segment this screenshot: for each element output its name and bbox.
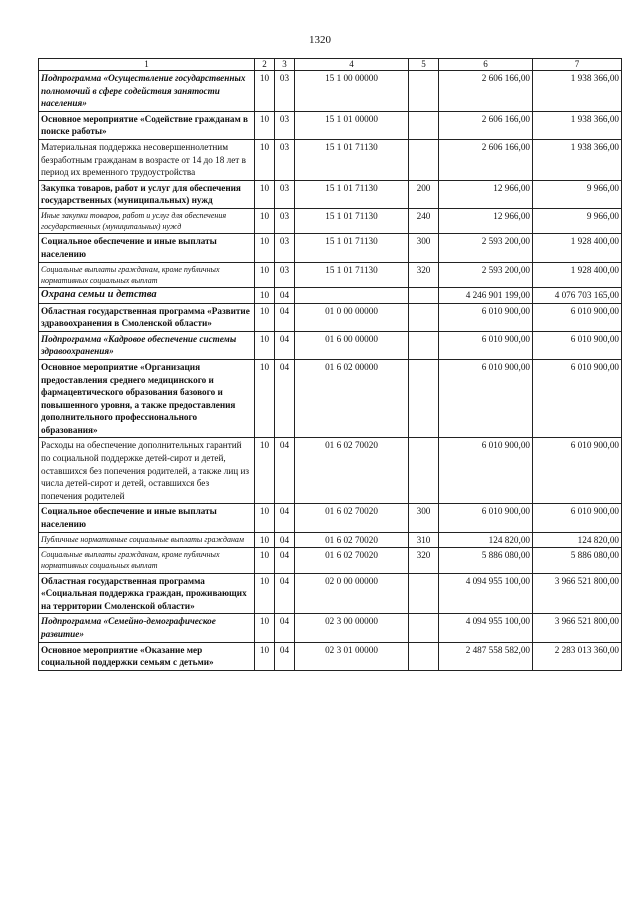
target-article-code: 01 6 02 70020 [295, 504, 409, 532]
subsection-code: 04 [275, 287, 295, 303]
target-article-code: 02 3 00 00000 [295, 614, 409, 642]
table-row [39, 139, 622, 180]
section-code: 10 [255, 614, 275, 642]
subsection-code: 04 [275, 614, 295, 642]
subsection-code: 03 [275, 262, 295, 287]
amount-year-2: 5 886 080,00 [533, 548, 622, 573]
target-article-code: 01 6 02 70020 [295, 532, 409, 548]
table-row [39, 504, 622, 532]
target-article-code: 15 1 01 71130 [295, 180, 409, 208]
amount-year-2: 2 283 013 360,00 [533, 642, 622, 670]
amount-year-1: 6 010 900,00 [439, 504, 533, 532]
table-row [39, 287, 622, 303]
subsection-code: 04 [275, 331, 295, 359]
row-name: Областная государственная программа «Социальная поддержка граждан, проживающих на территории Смоленской области» [39, 573, 255, 614]
expense-type-code [409, 359, 439, 438]
amount-year-2: 3 966 521 800,00 [533, 573, 622, 614]
column-number-row [39, 59, 622, 71]
table-row [39, 262, 622, 287]
section-code: 10 [255, 532, 275, 548]
row-name: Подпрограмма «Семейно-демографическое развитие» [39, 614, 255, 642]
budget-table [38, 58, 622, 671]
row-name: Областная государственная программа «Развитие здравоохранения в Смоленской области» [39, 303, 255, 331]
table-row [39, 331, 622, 359]
amount-year-2: 9 966,00 [533, 208, 622, 233]
amount-year-2: 1 938 366,00 [533, 111, 622, 139]
expense-type-code: 310 [409, 532, 439, 548]
row-name: Социальное обеспечение и иные выплаты населению [39, 234, 255, 262]
target-article-code: 15 1 00 00000 [295, 71, 409, 112]
row-name: Расходы на обеспечение дополнительных гарантий по социальной поддержке детей-сирот и детей, оставшихся без попечения родителей, а также лиц из числа детей-сирот и детей, оставшихся без попечения родителей [39, 438, 255, 504]
row-name: Основное мероприятие «Организация предоставления среднего медицинского и фармацевтического образования базового и повышенного уровня, а также предоставления дополнительного профессионального образования» [39, 359, 255, 438]
amount-year-2: 9 966,00 [533, 180, 622, 208]
amount-year-1: 124 820,00 [439, 532, 533, 548]
section-code: 10 [255, 573, 275, 614]
amount-year-2: 6 010 900,00 [533, 359, 622, 438]
amount-year-1: 2 606 166,00 [439, 111, 533, 139]
section-code: 10 [255, 438, 275, 504]
amount-year-2: 124 820,00 [533, 532, 622, 548]
target-article-code: 01 6 00 00000 [295, 331, 409, 359]
row-name: Социальные выплаты гражданам, кроме публичных нормативных социальных выплат [39, 262, 255, 287]
table-body [39, 59, 622, 671]
table-row [39, 111, 622, 139]
expense-type-code [409, 642, 439, 670]
column-header: 2 [255, 59, 275, 71]
table-row [39, 234, 622, 262]
amount-year-1: 5 886 080,00 [439, 548, 533, 573]
target-article-code: 15 1 01 00000 [295, 111, 409, 139]
expense-type-code [409, 614, 439, 642]
target-article-code: 01 0 00 00000 [295, 303, 409, 331]
amount-year-1: 2 593 200,00 [439, 262, 533, 287]
target-article-code: 15 1 01 71130 [295, 234, 409, 262]
row-name: Материальная поддержка несовершеннолетним безработным гражданам в возрасте от 14 до 18 лет в период их временного трудоустройства [39, 139, 255, 180]
column-header: 6 [439, 59, 533, 71]
amount-year-2: 1 938 366,00 [533, 71, 622, 112]
column-header: 7 [533, 59, 622, 71]
section-code: 10 [255, 111, 275, 139]
section-code: 10 [255, 359, 275, 438]
subsection-code: 04 [275, 642, 295, 670]
subsection-code: 04 [275, 504, 295, 532]
amount-year-2: 1 928 400,00 [533, 262, 622, 287]
section-code: 10 [255, 208, 275, 233]
expense-type-code: 320 [409, 262, 439, 287]
expense-type-code [409, 111, 439, 139]
section-code: 10 [255, 504, 275, 532]
subsection-code: 03 [275, 180, 295, 208]
amount-year-2: 1 928 400,00 [533, 234, 622, 262]
expense-type-code: 320 [409, 548, 439, 573]
row-name: Закупка товаров, работ и услуг для обеспечения государственных (муниципальных) нужд [39, 180, 255, 208]
subsection-code: 03 [275, 111, 295, 139]
table-row [39, 180, 622, 208]
table-row [39, 614, 622, 642]
table-row [39, 532, 622, 548]
section-code: 10 [255, 331, 275, 359]
subsection-code: 03 [275, 234, 295, 262]
expense-type-code [409, 438, 439, 504]
column-header: 3 [275, 59, 295, 71]
section-code: 10 [255, 234, 275, 262]
subsection-code: 04 [275, 532, 295, 548]
table-row [39, 548, 622, 573]
subsection-code: 04 [275, 438, 295, 504]
amount-year-1: 2 606 166,00 [439, 139, 533, 180]
row-name: Охрана семьи и детства [39, 287, 255, 303]
amount-year-1: 4 094 955 100,00 [439, 614, 533, 642]
expense-type-code: 300 [409, 504, 439, 532]
column-header: 4 [295, 59, 409, 71]
row-name: Социальное обеспечение и иные выплаты населению [39, 504, 255, 532]
row-name: Иные закупки товаров, работ и услуг для обеспечения государственных (муниципальных) нужд [39, 208, 255, 233]
table-row [39, 303, 622, 331]
row-name: Основное мероприятие «Содействие гражданам в поиске работы» [39, 111, 255, 139]
amount-year-1: 12 966,00 [439, 208, 533, 233]
amount-year-1: 2 606 166,00 [439, 71, 533, 112]
amount-year-2: 3 966 521 800,00 [533, 614, 622, 642]
amount-year-2: 6 010 900,00 [533, 438, 622, 504]
target-article-code: 01 6 02 70020 [295, 548, 409, 573]
target-article-code [295, 287, 409, 303]
amount-year-1: 2 487 558 582,00 [439, 642, 533, 670]
target-article-code: 01 6 02 00000 [295, 359, 409, 438]
target-article-code: 15 1 01 71130 [295, 139, 409, 180]
target-article-code: 01 6 02 70020 [295, 438, 409, 504]
table-row [39, 71, 622, 112]
subsection-code: 04 [275, 573, 295, 614]
amount-year-2: 6 010 900,00 [533, 303, 622, 331]
section-code: 10 [255, 262, 275, 287]
expense-type-code [409, 303, 439, 331]
amount-year-1: 6 010 900,00 [439, 303, 533, 331]
section-code: 10 [255, 548, 275, 573]
table-row [39, 208, 622, 233]
section-code: 10 [255, 287, 275, 303]
amount-year-2: 4 076 703 165,00 [533, 287, 622, 303]
target-article-code: 15 1 01 71130 [295, 262, 409, 287]
row-name: Социальные выплаты гражданам, кроме публичных нормативных социальных выплат [39, 548, 255, 573]
expense-type-code: 200 [409, 180, 439, 208]
expense-type-code [409, 139, 439, 180]
subsection-code: 04 [275, 303, 295, 331]
amount-year-1: 6 010 900,00 [439, 331, 533, 359]
section-code: 10 [255, 180, 275, 208]
column-header: 1 [39, 59, 255, 71]
expense-type-code: 300 [409, 234, 439, 262]
expense-type-code: 240 [409, 208, 439, 233]
row-name: Основное мероприятие «Оказание мер социальной поддержки семьям с детьми» [39, 642, 255, 670]
amount-year-2: 1 938 366,00 [533, 139, 622, 180]
expense-type-code [409, 573, 439, 614]
target-article-code: 02 0 00 00000 [295, 573, 409, 614]
row-name: Подпрограмма «Осуществление государственных полномочий в сфере содействия занятости населения» [39, 71, 255, 112]
subsection-code: 04 [275, 548, 295, 573]
subsection-code: 03 [275, 139, 295, 180]
subsection-code: 03 [275, 208, 295, 233]
target-article-code: 02 3 01 00000 [295, 642, 409, 670]
amount-year-1: 2 593 200,00 [439, 234, 533, 262]
amount-year-2: 6 010 900,00 [533, 331, 622, 359]
table-row [39, 359, 622, 438]
target-article-code: 15 1 01 71130 [295, 208, 409, 233]
table-row [39, 573, 622, 614]
expense-type-code [409, 331, 439, 359]
section-code: 10 [255, 71, 275, 112]
row-name: Публичные нормативные социальные выплаты гражданам [39, 532, 255, 548]
amount-year-1: 12 966,00 [439, 180, 533, 208]
amount-year-1: 4 094 955 100,00 [439, 573, 533, 614]
amount-year-1: 6 010 900,00 [439, 438, 533, 504]
page-number: 1320 [309, 34, 331, 46]
section-code: 10 [255, 642, 275, 670]
column-header: 5 [409, 59, 439, 71]
subsection-code: 04 [275, 359, 295, 438]
table-row [39, 642, 622, 670]
amount-year-1: 4 246 901 199,00 [439, 287, 533, 303]
amount-year-2: 6 010 900,00 [533, 504, 622, 532]
expense-type-code [409, 287, 439, 303]
expense-type-code [409, 71, 439, 112]
subsection-code: 03 [275, 71, 295, 112]
table-row [39, 438, 622, 504]
section-code: 10 [255, 139, 275, 180]
row-name: Подпрограмма «Кадровое обеспечение системы здравоохранения» [39, 331, 255, 359]
section-code: 10 [255, 303, 275, 331]
amount-year-1: 6 010 900,00 [439, 359, 533, 438]
